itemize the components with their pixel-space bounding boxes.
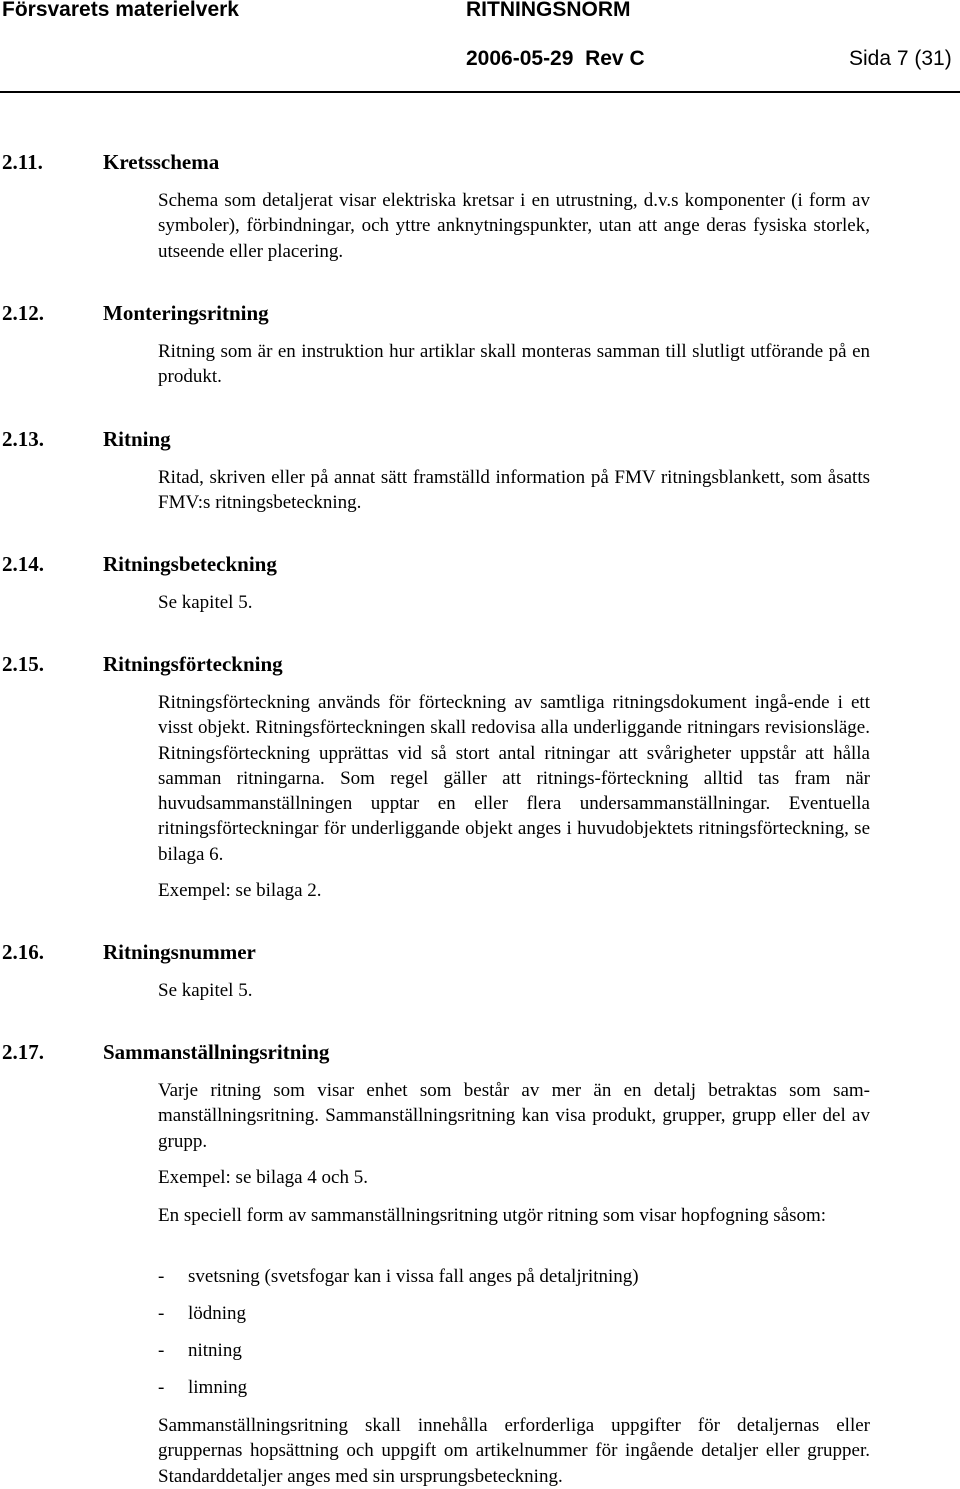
paragraph-2-16: Se kapitel 5. (158, 980, 253, 1001)
section-number: 2.14. (2, 552, 44, 576)
paragraph-2-14: Se kapitel 5. (158, 592, 253, 613)
paragraph-2-13: Ritad, skriven eller på annat sätt framställd information på FMV ritningsblankett, som åsatts FMV:s ritningsbeteckning. (158, 467, 870, 514)
bullet-dash: - (158, 1340, 165, 1361)
paragraph-2-12: Ritning som är en instruktion hur artiklar skall monteras samman till slutligt utförande på en produkt. (158, 341, 870, 388)
paragraph-2-17-example: Exempel: se bilaga 4 och 5. (158, 1167, 368, 1188)
header-document-title: RITNINGSNORM (466, 0, 631, 21)
section-number: 2.17. (2, 1040, 44, 1064)
list-item (158, 1375, 247, 1400)
bullet-dash: - (158, 1266, 165, 1287)
section-title: Kretsschema (103, 150, 220, 174)
list-item-text: nitning (188, 1340, 242, 1361)
section-title: Sammanställningsritning (103, 1040, 330, 1064)
section-title: Ritningsbeteckning (103, 552, 277, 576)
header-date-revision: 2006-05-29 Rev C (466, 47, 645, 70)
section-title: Ritning (103, 427, 171, 451)
section-number: 2.12. (2, 301, 44, 325)
header-organization: Försvarets materielverk (2, 0, 239, 21)
paragraph-2-17-special-form: En speciell form av sammanställningsritning utgör ritning som visar hopfogning såsom: (158, 1205, 827, 1226)
section-number: 2.15. (2, 652, 44, 676)
section-title: Monteringsritning (103, 301, 269, 325)
list-item (158, 1338, 242, 1363)
header-page-number: Sida 7 (31) (849, 47, 952, 70)
section-number: 2.16. (2, 940, 44, 964)
paragraph-2-17: Varje ritning som visar enhet som består av mer än en detalj betraktas som sam-manställningsritning. Sammanställningsritning kan visa produkt, grupper, grupp eller del av grupp. (158, 1080, 870, 1152)
section-number: 2.13. (2, 427, 44, 451)
paragraph-2-15-example: Exempel: se bilaga 2. (158, 880, 322, 901)
bullet-dash: - (158, 1303, 165, 1324)
header-divider (0, 91, 960, 93)
section-title: Ritningsförteckning (103, 652, 283, 676)
list-item-text: svetsning (svetsfogar kan i vissa fall anges på detaljritning) (188, 1266, 639, 1287)
section-title: Ritningsnummer (103, 940, 256, 964)
list-item-text: lödning (188, 1303, 247, 1324)
section-number: 2.11. (2, 150, 43, 174)
paragraph-2-17-contents: Sammanställningsritning skall innehålla erforderliga uppgifter för detaljernas eller gruppernas hopsättning och uppgift om artikelnummer för ingående detaljer eller grupper. Standarddetaljer anges med sin ursprungsbeteckning. (158, 1415, 870, 1487)
list-item (158, 1264, 639, 1289)
paragraph-2-11: Schema som detaljerat visar elektriska kretsar i en utrustning, d.v.s komponenter (i form av symboler), förbindningar, och yttre anknytningspunkter, utan att ange deras fysiska storlek, utseende eller placering. (158, 190, 870, 262)
list-item-text: limning (188, 1377, 248, 1398)
bullet-dash: - (158, 1377, 165, 1398)
list-item (158, 1301, 246, 1326)
paragraph-2-15: Ritningsförteckning används för förteckning av samtliga ritningsdokument ingå-ende i ett visst objekt. Ritningsförteckningen skall redovisa alla underliggande ritningars revisionsläge. Ritningsförteckning upprättas vid så stort antal ritningar att svårigheter uppstår att hålla samman ritningarna. Som regel gäller att ritnings-förteckning alltid tas fram när huvudsammanställningen upptar en eller flera undersammanställningar. Eventuella ritningsförteckningar för underliggande objekt anges i huvudobjektets ritningsförteckning, se bilaga 6. (158, 692, 870, 865)
